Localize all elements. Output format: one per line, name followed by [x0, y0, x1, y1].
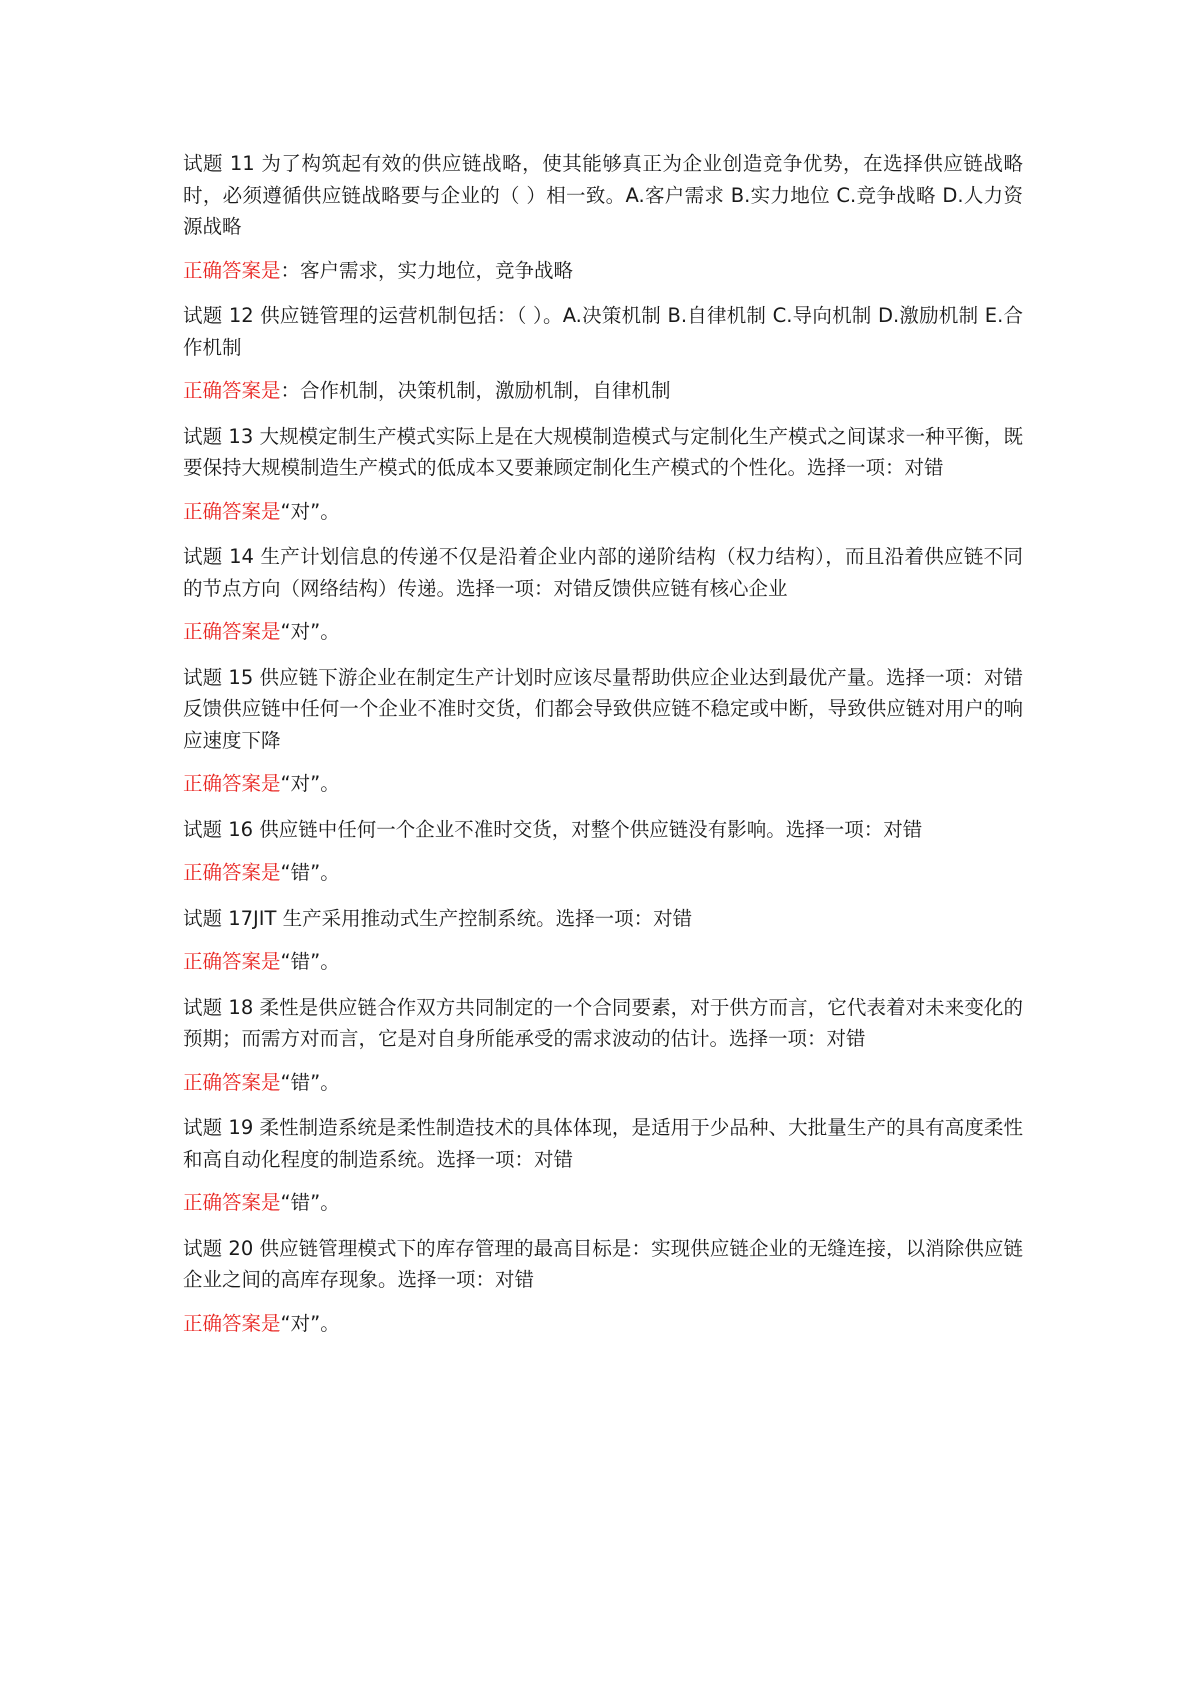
- question-text: 试题 18 柔性是供应链合作双方共同制定的一个合同要素，对于供方而言，它代表着对未来变化的预期；而需方对而言，它是对自身所能承受的需求波动的估计。选择一项：对错: [183, 995, 1023, 1050]
- question-block-16: [183, 814, 1023, 889]
- question-text: 试题 19 柔性制造系统是柔性制造技术的具体体现，是适用于少品种、大批量生产的具有高度柔性和高自动化程度的制造系统。选择一项：对错: [183, 1116, 1023, 1171]
- answer-line: [183, 1308, 1023, 1340]
- answer-text: “错”。: [280, 1191, 340, 1214]
- answer-line: [183, 496, 1023, 528]
- answer-text: “对”。: [280, 620, 340, 643]
- answer-line: [183, 857, 1023, 889]
- answer-text: “对”。: [280, 1311, 340, 1335]
- question-block-13: [183, 421, 1023, 528]
- answer-text: “对”。: [280, 499, 340, 523]
- answer-label: 正确答案是: [183, 861, 281, 884]
- answer-label: 正确答案是: [183, 258, 281, 282]
- answer-line: [183, 1187, 1023, 1219]
- answer-text: ：合作机制，决策机制，激励机制，自律机制: [280, 379, 671, 402]
- question-text: 试题 13 大规模定制生产模式实际上是在大规模制造模式与定制化生产模式之间谋求一种平衡，既要保持大规模制造生产模式的低成本又要兼顾定制化生产模式的个性化。选择一项：对错: [183, 424, 1023, 479]
- question-text: 试题 14 生产计划信息的传递不仅是沿着企业内部的递阶结构（权力结构），而且沿着供应链不同的节点方向（网络结构）传递。选择一项：对错反馈供应链有核心企业: [183, 545, 1023, 600]
- answer-line: [183, 1067, 1023, 1099]
- answer-text: “对”。: [280, 772, 340, 795]
- document-page: [183, 148, 1023, 1353]
- answer-line: [183, 375, 1023, 407]
- answer-text: “错”。: [280, 950, 340, 973]
- answer-label: 正确答案是: [183, 620, 281, 643]
- question-text: 试题 20 供应链管理模式下的库存管理的最高目标是：实现供应链企业的无缝连接，以消除供应链企业之间的高库存现象。选择一项：对错: [183, 1236, 1023, 1291]
- question-block-11: [183, 148, 1023, 286]
- question-text: 试题 16 供应链中任何一个企业不准时交货，对整个供应链没有影响。选择一项：对错: [183, 817, 923, 841]
- question-block-18: [183, 992, 1023, 1099]
- question-block-17: [183, 903, 1023, 978]
- answer-text: “错”。: [280, 1070, 340, 1094]
- question-block-20: [183, 1233, 1023, 1340]
- answer-line: [183, 946, 1023, 978]
- question-text: 试题 11 为了构筑起有效的供应链战略，使其能够真正为企业创造竞争优势，在选择供应链战略时，必须遵循供应链战略要与企业的（ ）相一致。A.客户需求 B.实力地位 C.竞争战略 D.人力资源战略: [183, 152, 1023, 238]
- answer-label: 正确答案是: [183, 1070, 281, 1094]
- question-block-15: [183, 662, 1023, 800]
- answer-text: ：客户需求，实力地位，竞争战略: [280, 258, 574, 282]
- question-block-14: [183, 541, 1023, 648]
- answer-line: [183, 616, 1023, 648]
- answer-label: 正确答案是: [183, 379, 281, 402]
- answer-label: 正确答案是: [183, 499, 281, 523]
- answer-line: [183, 255, 1023, 287]
- answer-label: 正确答案是: [183, 1311, 281, 1335]
- answer-text: “错”。: [280, 861, 340, 884]
- answer-line: [183, 768, 1023, 800]
- question-text: 试题 15 供应链下游企业在制定生产计划时应该尽量帮助供应企业达到最优产量。选择一项：对错反馈供应链中任何一个企业不准时交货，们都会导致供应链不稳定或中断，导致供应链对用户的响应速度下降: [183, 665, 1023, 752]
- answer-label: 正确答案是: [183, 950, 281, 973]
- answer-label: 正确答案是: [183, 1191, 281, 1214]
- answer-label: 正确答案是: [183, 772, 281, 795]
- question-block-19: [183, 1112, 1023, 1219]
- question-block-12: [183, 300, 1023, 407]
- question-text: 试题 12 供应链管理的运营机制包括：（ ）。A.决策机制 B.自律机制 C.导向机制 D.激励机制 E.合作机制: [183, 304, 1023, 359]
- question-text: 试题 17JIT 生产采用推动式生产控制系统。选择一项：对错: [183, 906, 693, 930]
